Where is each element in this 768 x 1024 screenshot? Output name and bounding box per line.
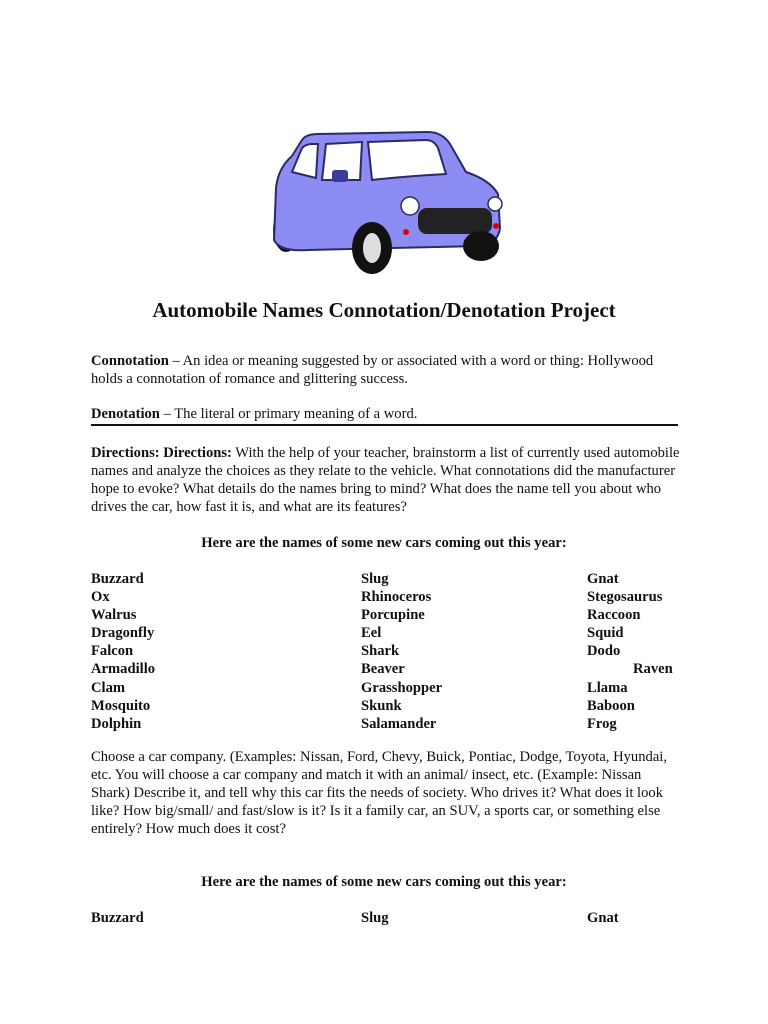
name-item: Salamander [361,715,437,732]
connotation-term: Connotation [91,353,169,369]
name-item: Walrus [91,607,137,624]
name-item: Gnat [587,571,619,587]
list-heading-2: Here are the names of some new cars coming out this year: [201,874,567,890]
name-item: Gnat [587,910,619,926]
name-item: Ox [91,589,110,606]
name-item: Falcon [91,643,134,660]
name-item: Porcupine [361,607,425,624]
name-item: Dragonfly [91,625,155,642]
names-column-2 [361,570,442,733]
name-item: Beaver [361,661,405,678]
directions-paragraph [91,444,681,516]
name-item: Slug [361,571,389,587]
list-heading: Here are the names of some new cars coming out this year: [201,535,567,551]
divider [91,424,678,426]
name-item: Shark [361,643,400,660]
name-item: Grasshopper [361,679,443,696]
names-column-3 [587,570,673,733]
name-item: Buzzard [91,571,144,587]
mirror [332,170,348,182]
name-item: Skunk [361,697,402,714]
name-item: Llama [587,679,628,696]
connotation-definition: – An idea or meaning suggested by or associated with a word or thing: Hollywood holds a connotation of romance and glittering success. [91,353,654,387]
windshield [368,140,446,180]
name-item: Stegosaurus [587,589,663,606]
directions-label: Directions: Directions: [91,445,232,461]
grille [418,208,492,234]
choose-paragraph: Choose a car company. (Examples: Nissan, Ford, Chevy, Buick, Pontiac, Dodge, Toyota, Hyundai, etc. You will choose a car company and match it with an animal/ insect, etc. (Example: Nissan Shark) Describe it, and tell why this car fits the needs of society. Who drives it? What does it look like? How big/small/ and fast/slow is it? Is it a family car, an SUV, a sports car, or something else entirely? How much does it cost? [91,749,668,837]
name-item: Clam [91,679,126,696]
name-item: Dolphin [91,715,142,732]
car-illustration [268,110,506,288]
name-item: Raccoon [587,607,641,624]
name-item: Frog [587,715,617,732]
names-column-1 [91,570,155,733]
name-item: Buzzard [91,910,144,926]
name-item: Slug [361,910,389,926]
headlight-left [401,197,419,215]
name-item: Mosquito [91,697,151,714]
name-item: Armadillo [91,661,156,678]
name-item: Eel [361,625,382,642]
headlight-right [488,197,502,211]
name-item: Rhinoceros [361,589,432,606]
name-item: Raven [633,661,673,678]
page-title: Automobile Names Connotation/Denotation Project [152,298,616,322]
denotation-definition: – The literal or primary meaning of a word. [159,406,418,422]
directions-text: With the help of your teacher, brainstorm a list of currently used automobile names and analyze the choices as they relate to the vehicle. What connotations did the manufacturer hope to evoke? What details do the names bring to mind? What does the name tell you about who drives the car, how fast it is, and what are its features? [91,445,680,515]
name-item: Dodo [587,643,621,660]
name-item: Squid [587,625,624,642]
name-item: Baboon [587,697,635,714]
denotation-paragraph [91,405,681,423]
connotation-paragraph [91,352,681,388]
denotation-term: Denotation [91,406,160,422]
right-wheel [463,231,499,261]
